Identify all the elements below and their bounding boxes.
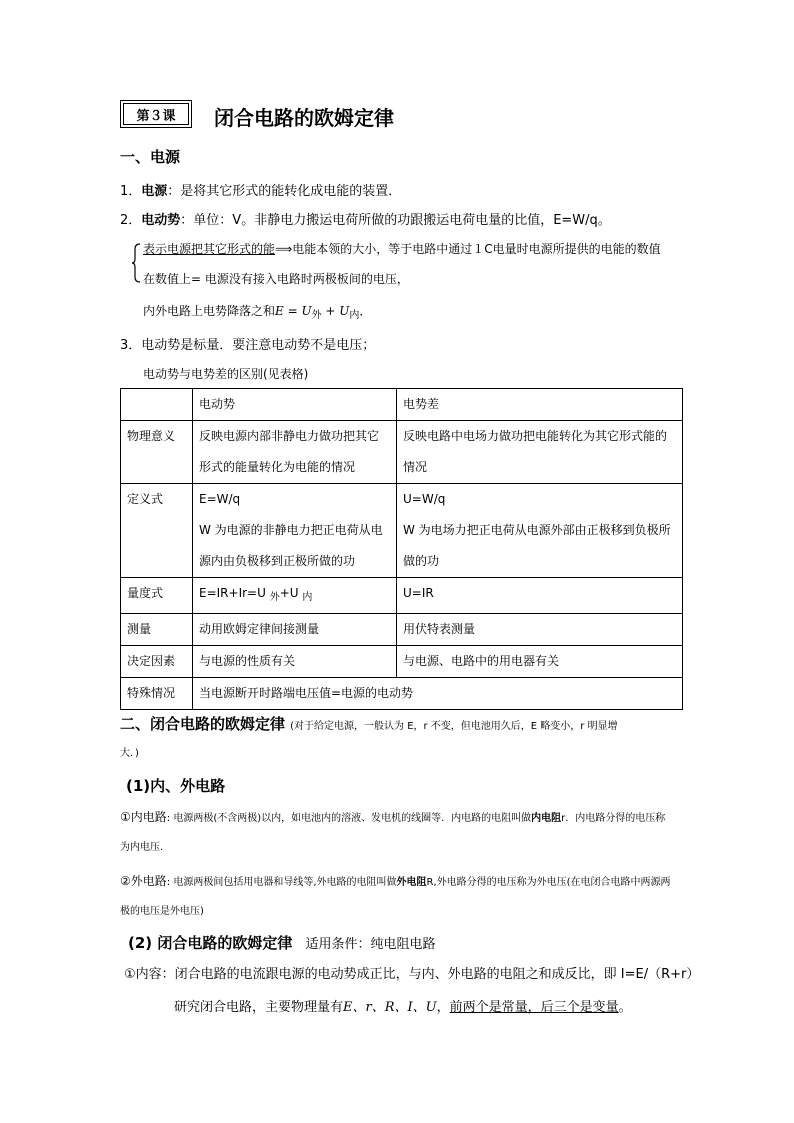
cell-line: 源内由负极移到正极所做的功 bbox=[199, 554, 356, 568]
table-header-row bbox=[121, 389, 683, 421]
pd-cell bbox=[397, 484, 683, 578]
row-label: 特殊情况 bbox=[121, 678, 193, 710]
item-1 bbox=[120, 180, 401, 199]
curly-brace-icon bbox=[131, 243, 141, 283]
lesson-number: 第３课 bbox=[136, 109, 176, 124]
section-note: (对于给定电源，一般认为 E，r 不变，但电池用久后，E 略变小，r 明显增 bbox=[290, 721, 618, 732]
inner-resistance-term: 内电阻 bbox=[531, 813, 562, 824]
term-power-source: 电源 bbox=[141, 184, 168, 199]
brace-line-1 bbox=[143, 240, 661, 257]
table-caption: 电动势与电势差的区别(见表格) bbox=[143, 367, 309, 381]
table-header-cell: 电动势 bbox=[193, 389, 397, 421]
outer-circuit-text-a: : 电源两极间包括用电器和导线等,外电路的电阻叫做 bbox=[166, 877, 397, 888]
pd-cell bbox=[397, 421, 683, 484]
formula-mid: +U bbox=[279, 586, 303, 600]
term-emf: 电动势 bbox=[141, 213, 181, 228]
brace-line-2: 在数值上= 电源没有接入电路时两极板间的电压， bbox=[143, 272, 409, 286]
section-heading-closed-circuit: 二、闭合电路的欧姆定律 bbox=[120, 715, 286, 733]
row-label: 量度式 bbox=[121, 578, 193, 614]
inner-circuit-line bbox=[120, 806, 665, 825]
cell-line: 反映电源内部非静电力做功把其它 bbox=[199, 429, 380, 443]
study-text-a: 研究闭合电路，主要物理量有 bbox=[174, 1000, 344, 1015]
subscript-inner: 内 bbox=[302, 592, 313, 603]
voltage-sum-line bbox=[143, 302, 371, 321]
formula-plus-u: + U bbox=[321, 304, 350, 318]
emf-cell: 动用欧姆定律间接测量 bbox=[193, 614, 397, 646]
section-2-heading-line bbox=[120, 713, 618, 734]
pd-cell: U=IR bbox=[397, 578, 683, 614]
cell-line: 做的功 bbox=[403, 554, 440, 568]
emf-cell bbox=[193, 421, 397, 484]
comparison-table bbox=[120, 388, 683, 710]
table-row bbox=[121, 614, 683, 646]
outer-circuit-label: ②外电路 bbox=[120, 874, 167, 888]
study-variables: E、r、R、I、U bbox=[343, 1000, 437, 1015]
study-underlined: 前两个是常量，后三个是变量 bbox=[449, 1000, 619, 1015]
item-3 bbox=[120, 334, 375, 353]
emf-cell bbox=[193, 484, 397, 578]
brace-line-1-b: 电能本领的大小，等于电路中通过１C电量时电源所提供的电能的数值 bbox=[292, 242, 661, 256]
table-row bbox=[121, 678, 683, 710]
pd-cell: 与电源、电路中的用电器有关 bbox=[397, 646, 683, 678]
inner-circuit-text-c: 为内电压． bbox=[120, 842, 170, 853]
item-1-text: ：是将其它形式的能转化成电能的装置． bbox=[167, 184, 402, 199]
cell-line: 情况 bbox=[403, 460, 428, 474]
double-arrow-icon: ⟹ bbox=[275, 242, 293, 256]
content-label: ①内容： bbox=[124, 967, 175, 982]
inner-circuit-text-a: : 电源两极(不含两极)以内，如电池内的溶液、发电机的线圈等．内电路的电阻叫做 bbox=[166, 813, 532, 824]
voltage-sum-text: 内外电路上电势降落之和 bbox=[143, 304, 276, 318]
merged-cell: 当电源断开时路端电压值=电源的电动势 bbox=[193, 678, 683, 710]
study-line bbox=[174, 996, 632, 1015]
study-text-c: 。 bbox=[618, 1000, 632, 1015]
table-header-cell bbox=[121, 389, 193, 421]
outer-circuit-text-c: 极的电压是外电压) bbox=[120, 906, 204, 917]
row-label: 定义式 bbox=[121, 484, 193, 578]
outer-resistance-term: 外电阻 bbox=[396, 877, 427, 888]
sub-heading-inner-outer: (1)内、外电路 bbox=[126, 777, 226, 795]
emf-cell bbox=[193, 578, 397, 614]
outer-circuit-text-b: R,外电路分得的电压称为外电压(在电闭合电路中两源两 bbox=[426, 877, 671, 888]
table-header-cell: 电势差 bbox=[397, 389, 683, 421]
row-label: 决定因素 bbox=[121, 646, 193, 678]
page-title: 闭合电路的欧姆定律 bbox=[214, 106, 394, 130]
table-row bbox=[121, 484, 683, 578]
table-row bbox=[121, 578, 683, 614]
formula-e-u: E = U bbox=[275, 304, 312, 318]
pd-cell: 用伏特表测量 bbox=[397, 614, 683, 646]
item-2-text: ：单位：V。非静电力搬运电荷所做的功跟搬运电荷电量的比值，E=W/q。 bbox=[180, 213, 611, 228]
outer-circuit-line bbox=[120, 870, 671, 889]
item-number: 2． bbox=[120, 213, 142, 228]
period: ． bbox=[359, 304, 372, 318]
section-note-cont: 大．) bbox=[120, 748, 139, 759]
applicable-condition: 适用条件：纯电阻电路 bbox=[305, 937, 436, 952]
cell-line: W 为电场力把正电荷从电源外部由正极移到负极所 bbox=[403, 523, 671, 537]
emf-cell: 与电源的性质有关 bbox=[193, 646, 397, 678]
item-3-text: 电动势是标量．要注意电动势不是电压； bbox=[141, 338, 376, 353]
inner-circuit-text-b: r．内电路分得的电压称 bbox=[561, 813, 666, 824]
subscript-outer: 外 bbox=[311, 310, 322, 321]
section-heading-power-source: 一、电源 bbox=[120, 148, 181, 166]
content-text: 闭合电路的电流跟电源的电动势成正比，与内、外电路的电阻之和成反比，即 I=E/（R+r） bbox=[174, 967, 700, 982]
sub-heading-ohm-law-line bbox=[128, 932, 435, 953]
sub-heading-ohm-law: (2) 闭合电路的欧姆定律 bbox=[128, 934, 293, 952]
cell-line: 形式的能量转化为电能的情况 bbox=[199, 460, 356, 474]
cell-line: W 为电源的非静电力把正电荷从电 bbox=[199, 523, 383, 537]
table-row bbox=[121, 646, 683, 678]
cell-line: E=W/q bbox=[199, 492, 241, 506]
table-row bbox=[121, 421, 683, 484]
row-label: 测量 bbox=[121, 614, 193, 646]
formula-main: E=IR+Ir=U bbox=[199, 586, 270, 600]
row-label: 物理意义 bbox=[121, 421, 193, 484]
subscript-inner: 内 bbox=[349, 310, 360, 321]
brace-line-1-a: 表示电源把其它形式的能 bbox=[143, 242, 276, 256]
item-number: 3． bbox=[120, 338, 142, 353]
item-number: 1． bbox=[120, 184, 142, 199]
cell-line: 反映电路中电场力做功把电能转化为其它形式能的 bbox=[403, 429, 668, 443]
content-line bbox=[124, 963, 699, 982]
item-2 bbox=[120, 209, 611, 228]
lesson-number-box bbox=[120, 100, 192, 128]
subscript-outer: 外 bbox=[269, 592, 280, 603]
inner-circuit-label: ①内电路 bbox=[120, 810, 167, 824]
study-text-b: ， bbox=[436, 1000, 450, 1015]
cell-line: U=W/q bbox=[403, 492, 446, 506]
